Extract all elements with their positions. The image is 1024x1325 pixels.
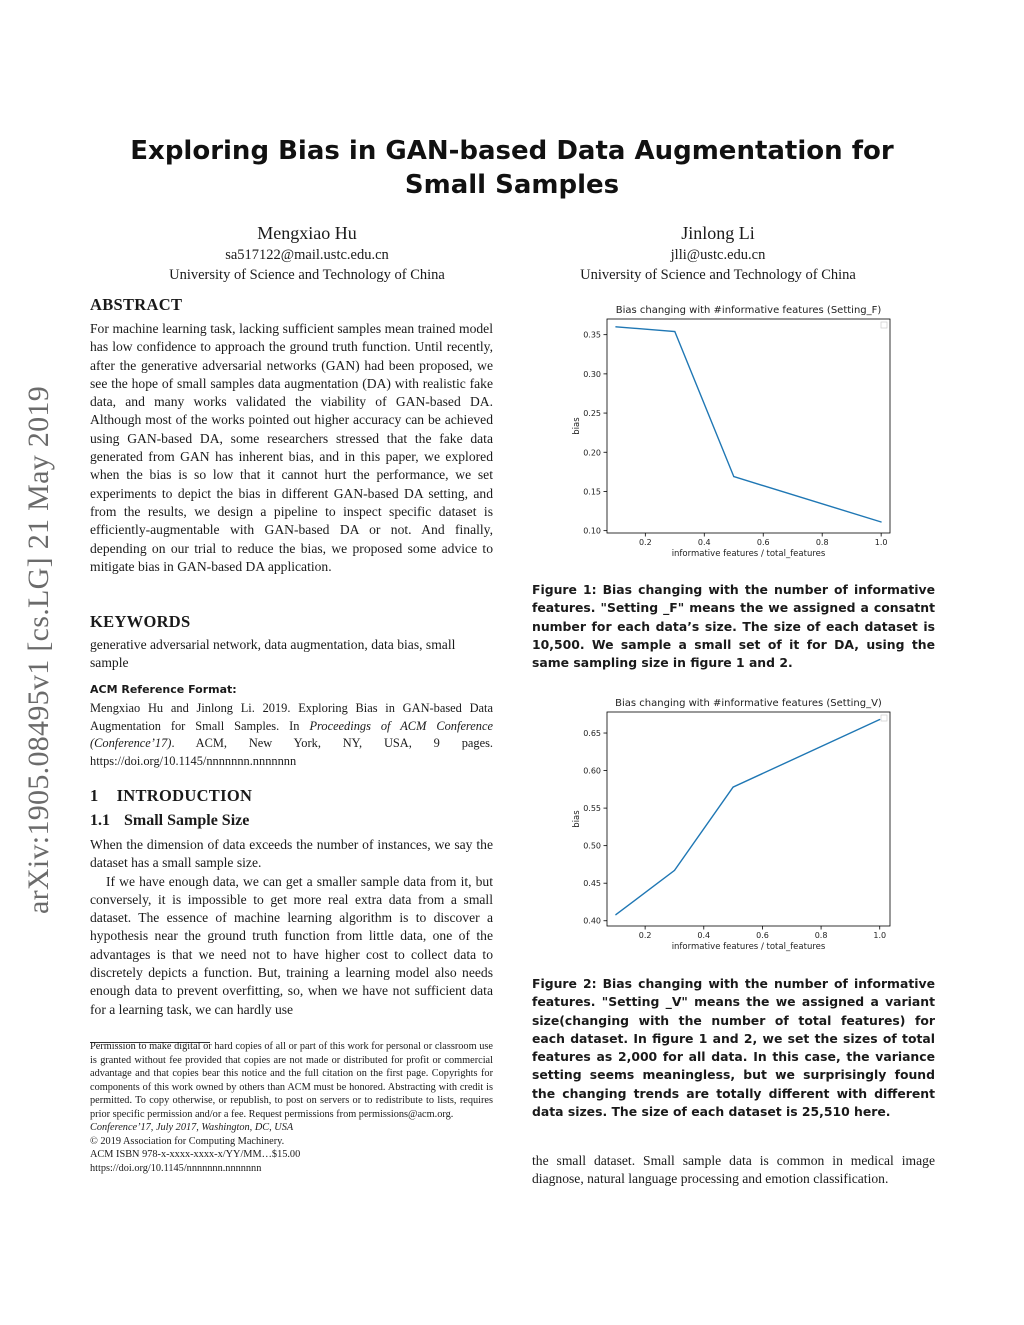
figure-2-caption: Figure 2: Bias changing with the number of informative features. "Setting _V" means the we assigned a variant size(changing with the number of total features) for each dataset. In figure 1 and 2, we set the sizes of total features as 2,000 for all data. In this case, the variance setting seems meaningless, but we surprisingly found the changing trends are totally different with different data sizes. The size of each dataset is 25,510 here.: [532, 976, 935, 1120]
footnote: [90, 1040, 493, 1175]
footnote-doi: https://doi.org/10.1145/nnnnnnn.nnnnnnn: [90, 1162, 262, 1174]
x-tick-label: 0.4: [697, 538, 711, 547]
y-axis-label: bias: [572, 810, 582, 828]
author-email: jlli@ustc.edu.cn: [670, 247, 766, 263]
x-tick-label: 1.0: [874, 538, 888, 547]
x-tick-label: 0.2: [638, 931, 652, 940]
y-tick-label: 0.20: [583, 448, 601, 458]
footnote-isbn: ACM ISBN 978-x-xxxx-xxxx-x/YY/MM…$15.00: [90, 1149, 301, 1160]
section-title: INTRODUCTION: [116, 786, 253, 805]
footnote-conference: Conference’17, July 2017, Washington, DC, USA: [90, 1122, 294, 1133]
intro-paragraph-1: When the dimension of data exceeds the number of instances, we say the dataset has a small sample size.: [90, 837, 493, 871]
y-tick-label: 0.35: [583, 330, 601, 340]
arxiv-stamp: [17, 340, 61, 960]
data-point: [879, 719, 880, 720]
y-tick-label: 0.60: [583, 766, 601, 776]
intro-body: [90, 836, 493, 1019]
acm-ref-heading: ACM Reference Format:: [90, 683, 237, 696]
footnote-copyright: © 2019 Association for Computing Machinery.: [90, 1135, 285, 1147]
figure-2-chart: [555, 693, 900, 955]
chart-title: Bias changing with #informative features (Setting_V): [615, 698, 882, 709]
data-point: [674, 870, 675, 871]
abstract-text: For machine learning task, lacking sufficient samples mean trained model has low confidence to approach the ground truth function. Until recently, after the generative adversarial networks (GAN) had been proposed, we see the hope of small samples data augmentation (DA) with realistic fake data, and many works validated the viability of GAN-based DA. Although most of the works pointed out higher accuracy can be achieved using GAN-based DA, some researchers stressed that the fake data generated from GAN has inherent bias, and in this paper, we explored when the bias is so low that it cannot hurt the performance, we set experiments to depict the bias in different GAN-based DA setting, and from the results, we design a pipeline to inspect specific dataset is efficiently-augmentable with GAN-based DA or not. And finally, depending on our trial to reduce the bias, we proposed some advice to mitigate bias in GAN-based DA application.: [90, 321, 493, 574]
author-block-2: [538, 221, 898, 285]
section-heading: [90, 786, 252, 806]
x-tick-label: 0.6: [756, 931, 769, 940]
x-tick-label: 0.8: [814, 931, 828, 940]
legend-box: [881, 715, 887, 721]
intro-paragraph-2: If we have enough data, we can get a smaller sample data from it, but conversely, it is impossible to get more real extra data from a small dataset. The essence of machine learning algorithm is to discover a hypothesis near the ground truth function from little data, one of the advantages is that we need not to have higher cost to collect data to discretely depicts a function. But, training a learning model also needs enough data to prevent overfitting, so, when we have not sufficient data for a learning task, we can hardly use: [90, 873, 493, 1017]
author-email: sa517122@mail.ustc.edu.cn: [225, 247, 389, 263]
paper-title: Exploring Bias in GAN-based Data Augmentation for Small Samples: [130, 136, 894, 200]
section-number: 1: [90, 786, 99, 805]
subsection-heading: [90, 812, 249, 830]
data-point: [615, 326, 616, 327]
y-tick-label: 0.55: [583, 804, 601, 814]
y-tick-label: 0.50: [583, 841, 601, 851]
acm-ref-prefix: Mengxiao Hu and Jinlong Li. 2019. Exploring Bias in GAN-based Data Augmentation for Small Samples. In: [90, 701, 493, 733]
keywords-heading: KEYWORDS: [90, 612, 191, 631]
data-point: [615, 914, 616, 915]
x-axis-label: informative features / total_features: [671, 549, 826, 559]
figure-1-caption: Figure 1: Bias changing with the number of informative features. "Setting _F" means the we assigned a consatnt number for each data’s size. The size of each dataset is 10,500. We sample a small set of it for DA, using the same sampling size in figure 1 and 2.: [532, 582, 935, 671]
abstract-heading: ABSTRACT: [90, 295, 183, 314]
acm-ref-venue: Proceedings of ACM Conference (Conference’17): [90, 718, 493, 751]
author-name: Mengxiao Hu: [257, 223, 357, 243]
acm-ref-suffix: . ACM, New York, NY, USA, 9 pages. https://doi.org/10.1145/nnnnnnn.nnnnnnn: [90, 736, 493, 768]
acm-ref-text: [90, 700, 493, 770]
y-tick-label: 0.10: [583, 526, 601, 536]
y-tick-label: 0.15: [583, 487, 601, 497]
figure-1-chart: [555, 300, 900, 562]
y-tick-label: 0.40: [583, 916, 601, 926]
data-point: [881, 521, 882, 522]
data-point: [733, 786, 734, 787]
x-tick-label: 0.6: [756, 538, 770, 547]
keywords-text: generative adversarial network, data augmentation, data bias, small sample: [90, 637, 456, 671]
subsection-title: Small Sample Size: [124, 812, 250, 829]
footnote-permission: Permission to make digital or hard copies of all or part of this work for personal or classroom use is granted without fee provided that copies are not made or distributed for profit or commercial advantage and that copies bear this notice and the full citation on the first page. Copyrights for components of this work owned by others than ACM must be honored. Abstracting with credit is permitted. To copy otherwise, or republish, to post on servers or to redistribute to lists, requires prior specific permission and/or a fee. Request permissions from permissions@acm.org.: [90, 1041, 493, 1120]
data-point: [733, 476, 734, 477]
x-tick-label: 1.0: [873, 931, 887, 940]
series-line: [616, 327, 881, 522]
author-affiliation: University of Science and Technology of China: [169, 267, 445, 283]
series-line: [616, 720, 880, 915]
subsection-number: 1.1: [90, 812, 110, 829]
arxiv-id: arXiv:1905.08495v1 [cs.LG] 21 May 2019: [22, 386, 55, 914]
x-tick-label: 0.8: [815, 538, 829, 547]
y-tick-label: 0.65: [583, 729, 601, 739]
y-axis-label: bias: [572, 417, 582, 435]
data-point: [674, 331, 675, 332]
x-tick-label: 0.4: [697, 931, 711, 940]
author-block-1: [127, 221, 487, 285]
x-tick-label: 0.2: [638, 538, 652, 547]
plot-frame: [607, 319, 890, 533]
chart-title: Bias changing with #informative features (Setting_F): [615, 305, 882, 316]
x-axis-label: informative features / total_features: [671, 942, 826, 952]
right-column-text: the small dataset. Small sample data is common in medical image diagnose, natural language processing and emotion classification.: [532, 1153, 935, 1187]
plot-frame: [607, 712, 890, 926]
author-affiliation: University of Science and Technology of China: [580, 267, 856, 283]
y-tick-label: 0.30: [583, 369, 601, 379]
author-name: Jinlong Li: [681, 223, 755, 243]
y-tick-label: 0.25: [583, 409, 601, 419]
y-tick-label: 0.45: [583, 879, 601, 889]
legend-box: [881, 322, 887, 328]
